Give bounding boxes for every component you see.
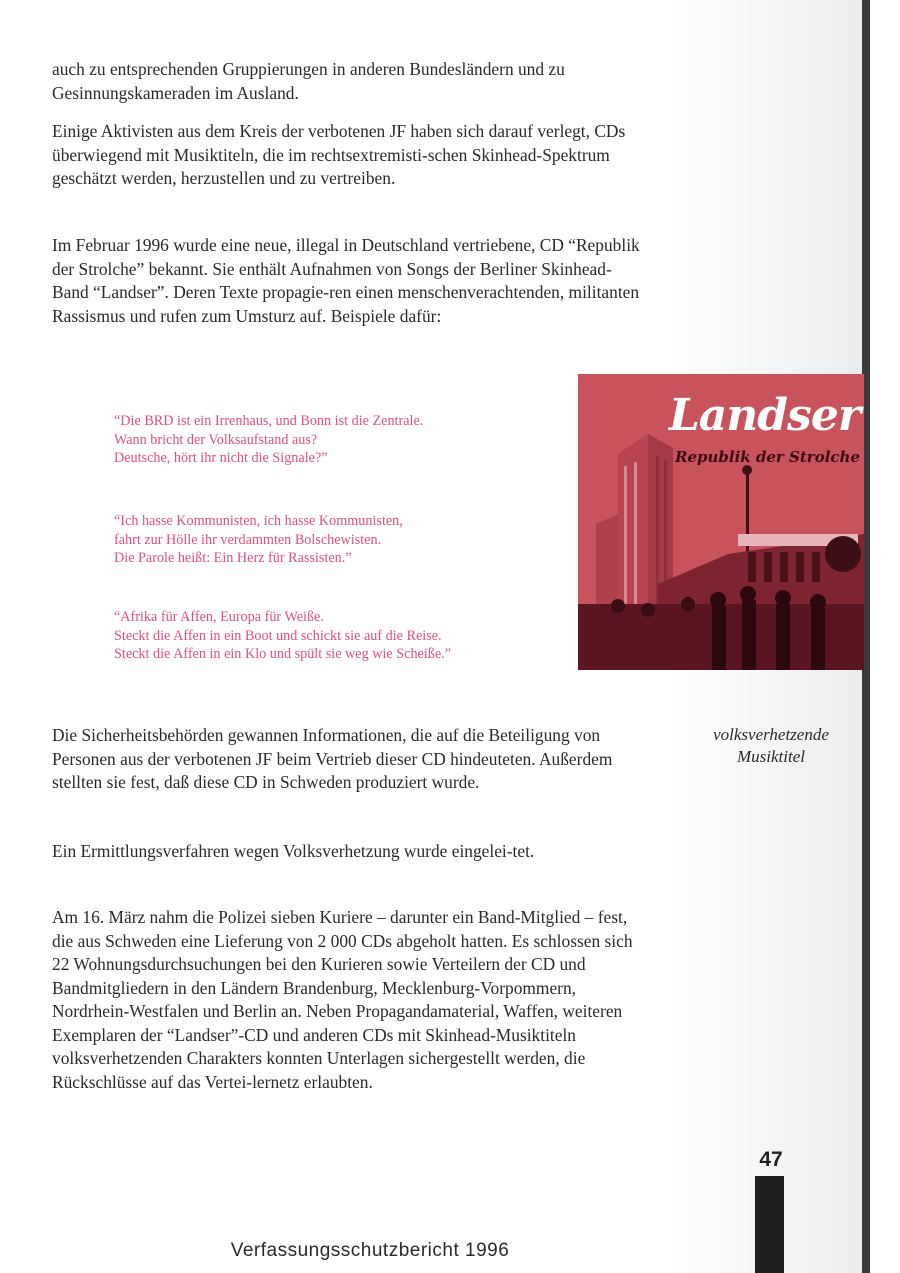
paragraph-4: Die Sicherheitsbehörden gewannen Informationen, die auf die Beteiligung von Personen aus der verbotenen JF beim Vertrieb dieser CD hindeuteten. Außerdem stellten sie fest, daß diese CD in Schweden produziert wurde. <box>52 725 613 792</box>
quote-line: “Die BRD ist ein Irrenhaus, und Bonn ist die Zentrale. <box>114 413 424 429</box>
page-number: 47 <box>759 1148 783 1171</box>
quote-line: Die Parole heißt: Ein Herz für Rassisten.” <box>114 550 352 567</box>
paragraph-2: Einige Aktivisten aus dem Kreis der verbotenen JF haben sich darauf verlegt, CDs überwiegend mit Musiktiteln, die im rechtsextremisti-schen Skinhead-Spektrum geschätzt werden, herzustellen und zu vertreiben. <box>52 121 626 188</box>
quote-line: Steckt die Affen in ein Boot und schickt sie auf die Reise. <box>114 627 442 644</box>
margin-note <box>686 724 856 768</box>
cd-cover-image <box>578 374 864 670</box>
paragraph-1: auch zu entsprechenden Gruppierungen in anderen Bundesländern und zu Gesinnungskameraden im Ausland. <box>52 59 565 103</box>
paragraph-5: Ein Ermittlungsverfahren wegen Volksverhetzung wurde eingelei-tet. <box>52 841 535 861</box>
paragraph-3: Im Februar 1996 wurde eine neue, illegal in Deutschland vertriebene, CD “Republik der Strolche” bekannt. Sie enthält Aufnahmen von Songs der Berliner Skinhead-Band “Landser”. Deren Texte propagie-ren einen menschenverachtenden, militanten Rassismus und rufen zum Umsturz auf. Beispiele dafür: <box>52 235 640 326</box>
page-marker-bar <box>755 1176 784 1273</box>
cover-album-title: Republik der Strolche <box>674 448 860 466</box>
quote-line: “Afrika für Affen, Europa für Weiße. <box>114 609 324 625</box>
quote-line: Steckt die Affen in ein Klo und spült sie weg wie Scheiße.” <box>114 646 452 663</box>
quote-3 <box>114 608 574 664</box>
quote-2 <box>114 512 574 568</box>
quote-1 <box>114 412 574 468</box>
paragraph-6: Am 16. März nahm die Polizei sieben Kuriere – darunter ein Band-Mitglied – fest, die aus Schweden eine Lieferung von 2 000 CDs abgeholt hatten. Es schlossen sich 22 Wohnungsdurchsuchungen bei den Kurieren sowie Verteilern der CD und Bandmitgliedern in den Ländern Brandenburg, Mecklenburg-Vorpommern, Nordrhein-Westfalen und Berlin an. Neben Propagandamaterial, Waffen, weiteren Exemplaren der “Landser”-CD und anderen CDs mit Skinhead-Musiktiteln volksverhetzenden Charakters konnten Unterlagen sichergestellt werden, die Rückschlüsse auf das Vertei-lernetz erlaubten. <box>52 907 633 1092</box>
quote-line: Deutsche, hört ihr nicht die Signale?” <box>114 450 328 467</box>
margin-note-line: Musiktitel <box>737 747 805 766</box>
quote-line: fahrt zur Hölle ihr verdammten Bolschewisten. <box>114 531 382 548</box>
page-edge-outer <box>870 0 900 1273</box>
quote-line: “Ich hasse Kommunisten, ich hasse Kommunisten, <box>114 513 403 529</box>
footer-title: Verfassungsschutzbericht 1996 <box>230 1240 510 1261</box>
cover-band-name: Landser <box>668 390 860 441</box>
quote-line: Wann bricht der Volksaufstand aus? <box>114 431 318 448</box>
margin-note-line: volksverhetzende <box>713 725 829 744</box>
